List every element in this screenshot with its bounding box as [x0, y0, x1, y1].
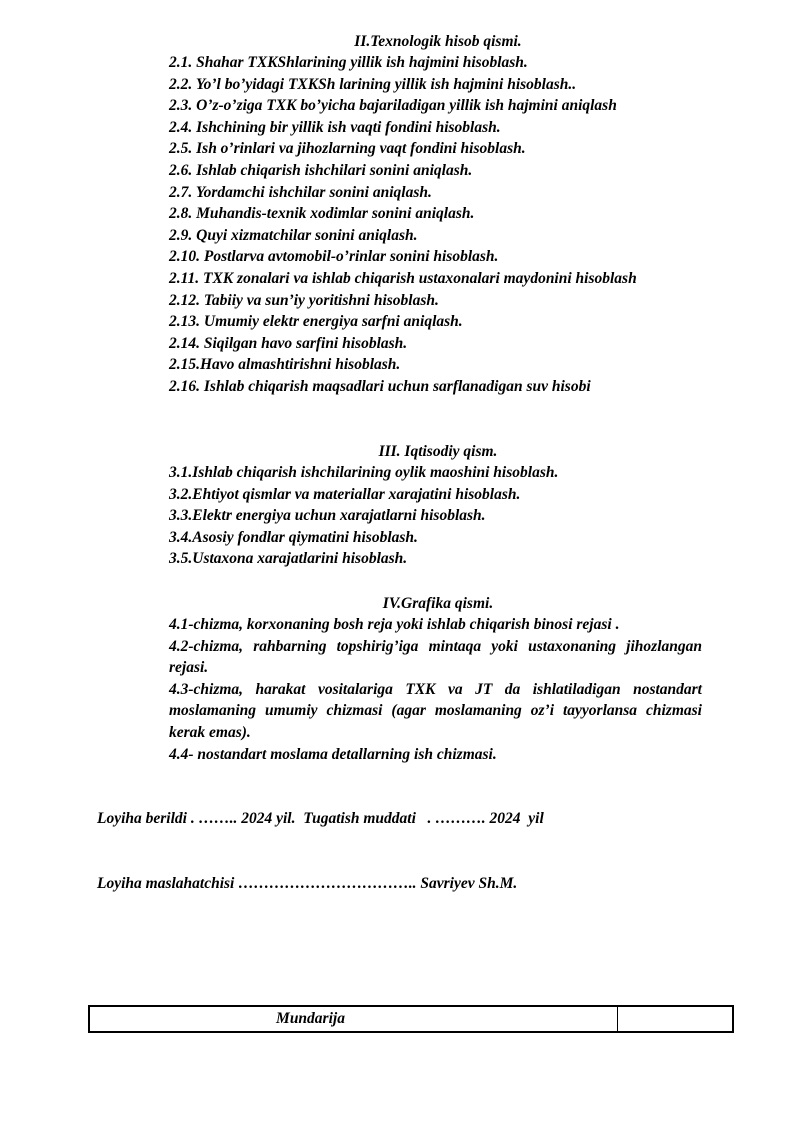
- list-item: 2.12. Tabiiy va sun’iy yoritishni hisoblash.: [169, 291, 439, 309]
- section-2-list: [169, 52, 702, 398]
- table-of-contents-header: [88, 1005, 734, 1033]
- list-item: 3.1.Ishlab chiqarish ishchilarining oylik maoshini hisoblash.: [169, 464, 559, 481]
- list-item: 2.8. Muhandis-texnik xodimlar sonini aniqlash.: [169, 205, 475, 223]
- list-item: 4.2-chizma, rahbarning topshirig’iga mintaqa yoki ustaxonaning jihozlangan rejasi.: [169, 637, 702, 677]
- list-item: 3.4.Asosiy fondlar qiymatini hisoblash.: [169, 528, 418, 546]
- section-4-title: IV.Grafika qismi.: [382, 595, 494, 612]
- list-item: 2.6. Ishlab chiqarish ishchilari sonini aniqlash.: [169, 161, 473, 179]
- list-item: 2.15.Havo almashtirishni hisoblash.: [169, 356, 401, 374]
- list-item: 4.1-chizma, korxonaning bosh reja yoki ishlab chiqarish binosi rejasi .: [169, 616, 620, 633]
- list-item: 2.3. O’z-o’ziga TXK bo’yicha bajariladigan yillik ish hajmini aniqlash: [169, 97, 617, 115]
- list-item: 2.13. Umumiy elektr energiya sarfni aniqlash.: [169, 313, 463, 331]
- toc-title: Mundarija: [276, 1010, 345, 1027]
- list-item: 2.4. Ishchining bir yillik ish vaqti fondini hisoblash.: [169, 118, 501, 136]
- list-item: 2.16. Ishlab chiqarish maqsadlari uchun sarflanadigan suv hisobi: [169, 377, 591, 395]
- list-item: 2.1. Shahar TXKShlarining yillik ish hajmini hisoblash.: [169, 54, 528, 71]
- list-item: 2.2. Yo’l bo’yidagi TXKSh larining yillik ish hajmini hisoblash..: [169, 75, 577, 93]
- list-item: 2.11. TXK zonalari va ishlab chiqarish ustaxonalari maydonini hisoblash: [169, 269, 637, 287]
- section-3-title: III. Iqtisodiy qism.: [378, 443, 498, 460]
- section-2-title: II.Texnologik hisob qismi.: [354, 33, 522, 50]
- list-item: 4.4- nostandart moslama detallarning ish chizmasi.: [169, 745, 497, 763]
- project-advisor-line: Loyiha maslahatchisi …………………………….. Savriyev Sh.M.: [97, 875, 518, 892]
- list-item: 3.3.Elektr energiya uchun xarajatlarni hisoblash.: [169, 507, 486, 525]
- list-item: 3.2.Ehtiyot qismlar va materiallar xarajatini hisoblash.: [169, 485, 521, 503]
- list-item: 2.10. Postlarva avtomobil-o’rinlar sonini hisoblash.: [169, 248, 499, 266]
- list-item: 4.3-chizma, harakat vositalariga TXK va JT da ishlatiladigan nostandart moslamaning umumiy chizmasi (agar moslamaning oz’i tayyorlansa chizmasi kerak emas).: [169, 680, 702, 741]
- list-item: 2.9. Quyi xizmatchilar sonini aniqlash.: [169, 226, 418, 244]
- list-item: 2.14. Siqilgan havo sarfini hisoblash.: [169, 334, 408, 352]
- project-dates-line: Loyiha berildi . …….. 2024 yil. Tugatish muddati . ………. 2024 yil: [97, 810, 544, 827]
- list-item: 3.5.Ustaxona xarajatlarini hisoblash.: [169, 550, 408, 568]
- toc-page-column: [617, 1007, 732, 1031]
- section-4-list: [169, 614, 702, 765]
- list-item: 2.5. Ish o’rinlari va jihozlarning vaqt fondini hisoblash.: [169, 140, 526, 158]
- section-3-list: [169, 462, 702, 570]
- list-item: 2.7. Yordamchi ishchilar sonini aniqlash.: [169, 183, 432, 201]
